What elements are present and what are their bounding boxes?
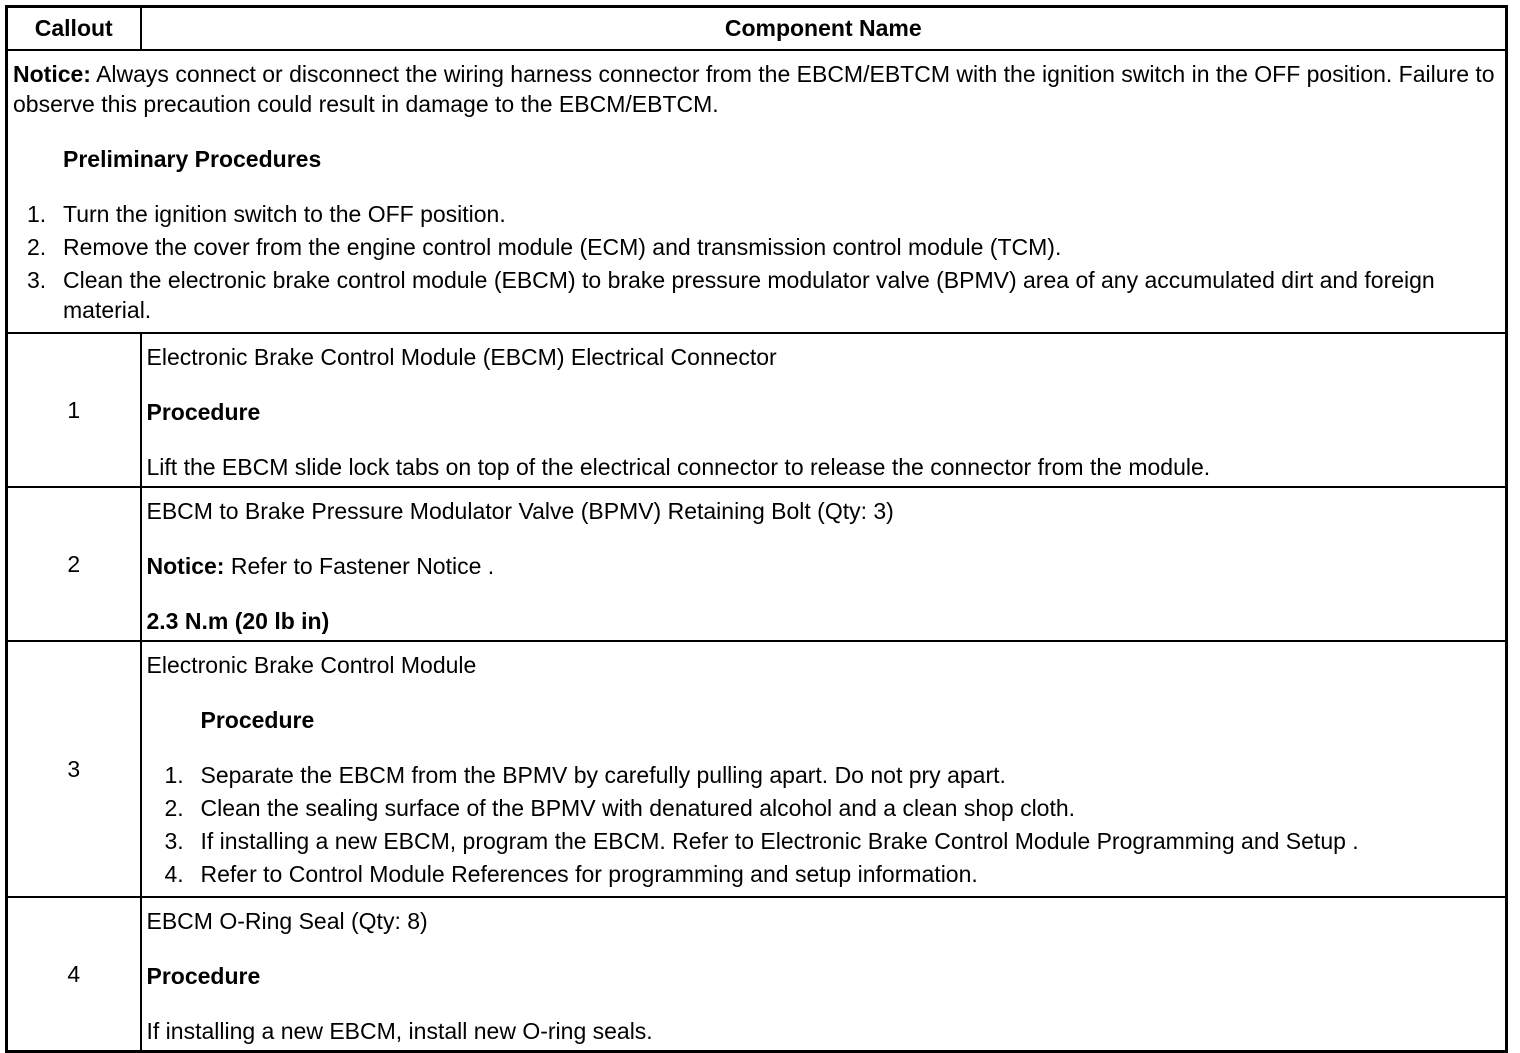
header-row (7, 7, 1507, 51)
component-name-header: Component Name (141, 7, 1507, 51)
procedure-label: Procedure (146, 963, 261, 989)
step-text: Clean the electronic brake control module (EBCM) to brake pressure modulator valve (BPMV) area of any accumulated dirt and foreign material. (63, 267, 1435, 323)
table-row (7, 641, 1507, 897)
procedure-steps (147, 760, 1500, 889)
callout-cell: 3 (7, 641, 141, 897)
callout-cell: 2 (7, 487, 141, 641)
step-text: Remove the cover from the engine control module (ECM) and transmission control module (TCM). (63, 234, 1062, 260)
table-row (7, 333, 1507, 487)
preliminary-cell (7, 50, 1507, 333)
step-text: Clean the sealing surface of the BPMV with denatured alcohol and a clean shop cloth. (200, 795, 1076, 821)
preliminary-row (7, 50, 1507, 333)
list-item (13, 199, 1499, 229)
component-name: Electronic Brake Control Module (EBCM) Electrical Connector (146, 344, 777, 370)
list-item (13, 232, 1499, 262)
step-number: 1. (27, 201, 47, 227)
component-cell (141, 641, 1507, 897)
step-number: 3. (164, 828, 184, 854)
procedure-text: If installing a new EBCM, install new O-ring seals. (146, 1018, 653, 1044)
procedure-label: Procedure (200, 707, 315, 733)
table-row (7, 487, 1507, 641)
step-text: Refer to Control Module References for programming and setup information. (200, 861, 978, 887)
step-number: 3. (27, 267, 47, 293)
notice-text: Refer to Fastener Notice . (224, 553, 495, 579)
notice-label: Notice: (13, 61, 91, 87)
step-text: Separate the EBCM from the BPMV by carefully pulling apart. Do not pry apart. (200, 762, 1006, 788)
component-cell (141, 897, 1507, 1052)
step-text: Turn the ignition switch to the OFF position. (63, 201, 506, 227)
preliminary-steps (13, 199, 1499, 325)
procedure-text: Lift the EBCM slide lock tabs on top of the electrical connector to release the connector from the module. (146, 454, 1211, 480)
component-name: EBCM O-Ring Seal (Qty: 8) (146, 908, 428, 934)
component-name: Electronic Brake Control Module (146, 652, 477, 678)
list-item (147, 826, 1500, 856)
component-name: EBCM to Brake Pressure Modulator Valve (BPMV) Retaining Bolt (Qty: 3) (146, 498, 894, 524)
list-item (147, 859, 1500, 889)
fastener-notice (147, 551, 1500, 581)
list-item (147, 793, 1500, 823)
callout-cell: 1 (7, 333, 141, 487)
list-item (13, 265, 1499, 325)
notice-label: Notice: (146, 553, 225, 579)
step-number: 2. (27, 234, 47, 260)
preliminary-heading: Preliminary Procedures (63, 146, 322, 172)
component-cell (141, 333, 1507, 487)
torque-spec: 2.3 N.m (20 lb in) (146, 608, 330, 634)
procedure-label: Procedure (146, 399, 261, 425)
component-table (5, 5, 1508, 1053)
preliminary-notice (13, 59, 1499, 119)
notice-text: Always connect or disconnect the wiring harness connector from the EBCM/EBTCM with the ignition switch in the OFF position. Failure to observe this precaution could result in damage to the EBCM/EBTCM. (13, 61, 1495, 117)
step-number: 2. (164, 795, 184, 821)
callout-header: Callout (7, 7, 141, 51)
component-cell (141, 487, 1507, 641)
step-text: If installing a new EBCM, program the EBCM. Refer to Electronic Brake Control Module Programming and Setup . (200, 828, 1359, 854)
callout-cell: 4 (7, 897, 141, 1052)
step-number: 1. (164, 762, 184, 788)
list-item (147, 760, 1500, 790)
table-row (7, 897, 1507, 1052)
step-number: 4. (164, 861, 184, 887)
